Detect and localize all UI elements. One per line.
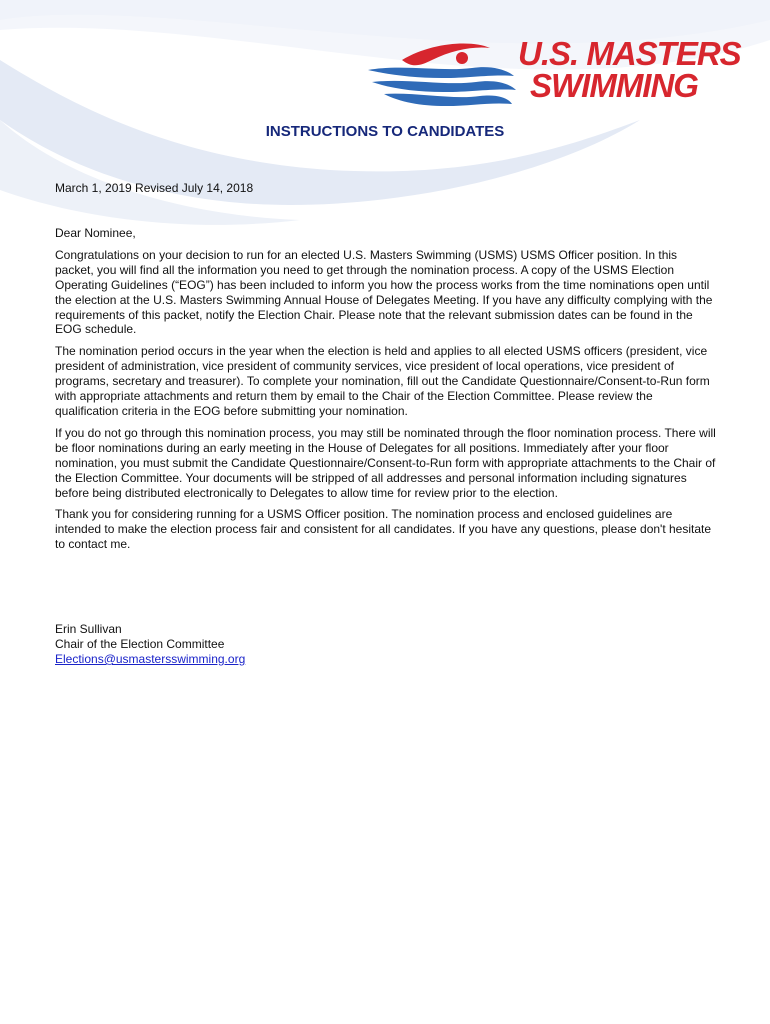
document-date: March 1, 2019 Revised July 14, 2018 bbox=[55, 181, 254, 195]
document-title: INSTRUCTIONS TO CANDIDATES bbox=[265, 123, 505, 140]
logo-wordmark bbox=[518, 35, 744, 104]
email-link[interactable]: Elections@usmastersswimming.org bbox=[55, 652, 246, 666]
letter-body bbox=[55, 226, 717, 559]
signature-block bbox=[55, 622, 245, 667]
logo-line2: SWIMMING bbox=[530, 67, 698, 104]
paragraph-4: Thank you for considering running for a USMS Officer position. The nomination process and enclosed guidelines are intended to make the election process fair and consistent for all candidates. If you have any questions, please don't hesitate to contact me. bbox=[55, 507, 712, 552]
logo-line1: U.S. MASTERS bbox=[518, 35, 741, 72]
usms-logo bbox=[362, 34, 742, 114]
paragraph-1: Congratulations on your decision to run for an elected U.S. Masters Swimming (USMS) USMS Officer position. In this packet, you will find all the information you need to get through the nomination process. A copy of the USMS Election Operating Guidelines (“EOG”) has been included to inform you how the process works from the time nominations open until the election at the U.S. Masters Swimming Annual House of Delegates Meeting. If you have any difficulty complying with the requirements of this packet, notify the Election Chair. Please note that the relevant submission dates can be found in the EOG schedule. bbox=[55, 247, 713, 337]
swimmer-logo-icon bbox=[362, 34, 522, 114]
paragraph-2: The nomination period occurs in the year when the election is held and applies to all elected USMS officers (president, vice president of administration, vice president of community services, vice president of local operations, vice president of programs, secretary and treasurer). To complete your nomination, fill out the Candidate Questionnaire/Consent-to-Run form with appropriate attachments and return them by email to the Chair of the Election Committee. Please review the qualification criteria in the EOG before submitting your nomination. bbox=[55, 344, 710, 418]
signer-role: Chair of the Election Committee bbox=[55, 637, 225, 651]
paragraph-3: If you do not go through this nomination process, you may still be nominated through the floor nomination process. There will be floor nominations during an early meeting in the House of Delegates for all positions. Immediately after your floor nomination, you must submit the Candidate Questionnaire/Consent-to-Run form with appropriate attachments to the Chair of the Election Committee. Your documents will be stripped of all addresses and personal information including signatures before being distributed electronically to Delegates to allow time for review prior to the election. bbox=[55, 425, 716, 500]
greeting: Dear Nominee, bbox=[55, 226, 136, 240]
signer-name: Erin Sullivan bbox=[55, 622, 122, 636]
